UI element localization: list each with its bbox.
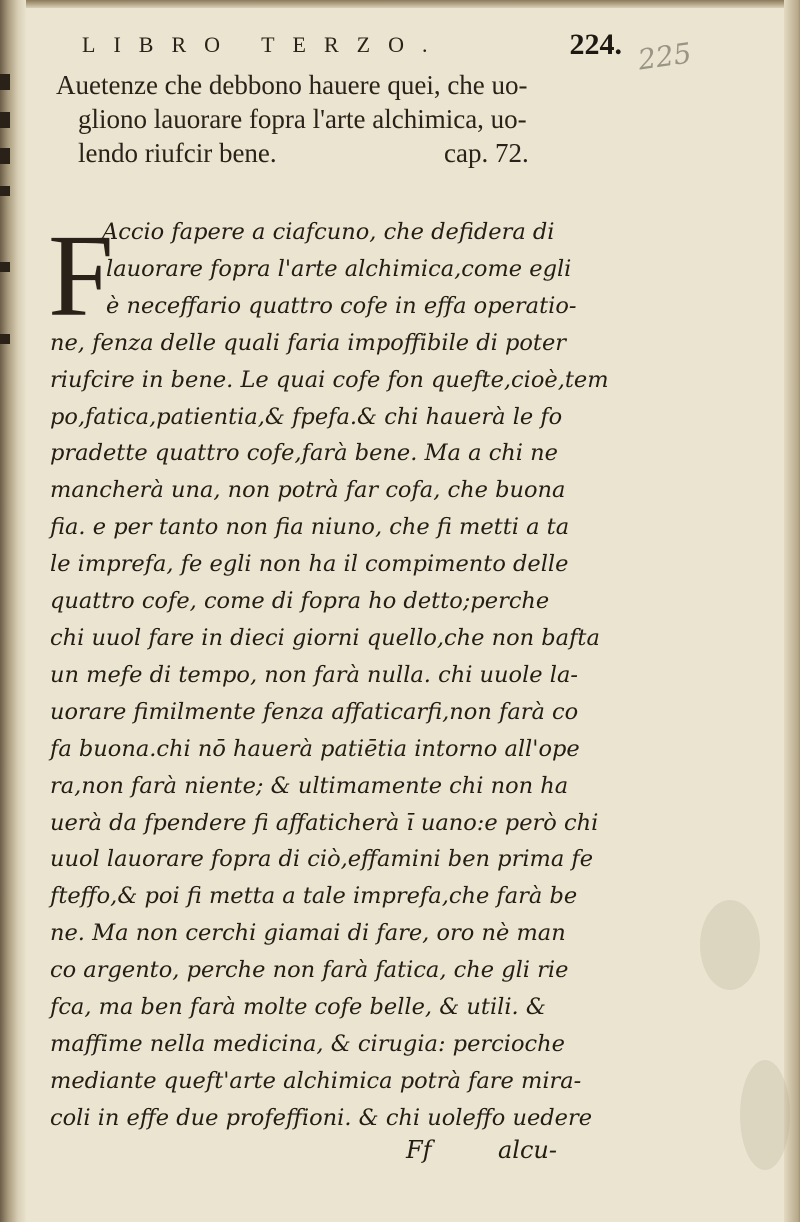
catchword: alcu- — [498, 1136, 557, 1164]
running-head — [82, 28, 622, 62]
text-line: coli in effe due profeffioni. & chi uoleffo uedere — [50, 1104, 593, 1131]
footer-line — [406, 1136, 606, 1164]
chapter-heading — [56, 68, 616, 170]
gutter-type-fragment — [0, 262, 10, 272]
heading-line: Auetenze che debbono hauere quei, che uo- — [56, 70, 528, 100]
top-page-edge — [26, 0, 800, 8]
text-line: fteffo,& poi fi metta a tale imprefa,che farà be — [50, 883, 578, 910]
text-line: mediante queft'arte alchimica potrà fare mira- — [50, 1067, 582, 1094]
chapter-number: cap. 72. — [444, 138, 529, 168]
text-line: un mefe di tempo, non farà nulla. chi uuole la- — [50, 661, 578, 688]
text-line: fia. e per tanto non fia niuno, che fi metti a ta — [50, 514, 570, 541]
binding-gutter — [0, 0, 26, 1222]
text-line: uerà da fpendere fi affaticherà ī uano:e però chi — [50, 809, 599, 836]
gutter-type-fragment — [0, 186, 10, 196]
text-line: chi uuol fare in dieci giorni quello,che non bafta — [50, 624, 600, 651]
text-line: maffime nella medicina, & cirugia: percioche — [50, 1030, 565, 1057]
text-line: uuol lauorare fopra di ciò,effamini ben prima fe — [50, 846, 594, 873]
text-line: le imprefa, fe egli non ha il compimento delle — [50, 551, 569, 578]
drop-cap: F — [48, 210, 114, 341]
body-text — [48, 210, 620, 1137]
text-line: ra,non farà niente; & ultimamente chi non ha — [50, 772, 569, 799]
running-title: LIBRO TERZO. — [82, 32, 446, 57]
text-line: co argento, perche non farà fatica, che gli rie — [50, 957, 569, 984]
gutter-type-fragment — [0, 74, 10, 90]
heading-line: lendo riufcir bene. — [78, 138, 277, 168]
text-line: Accio fapere a ciafcuno, che defidera di — [102, 219, 555, 245]
text-line: è neceffario quattro cofe in effa operatio- — [106, 292, 577, 319]
text-line: fa buona.chi nō hauerà patiētia intorno all'ope — [50, 735, 580, 762]
gutter-type-fragment — [0, 148, 10, 164]
text-line: pradette quattro cofe,farà bene. Ma a chi ne — [50, 440, 558, 467]
gutter-type-fragment — [0, 334, 10, 344]
text-line: lauorare fopra l'arte alchimica,come egli — [106, 255, 572, 282]
paper-stain — [700, 900, 760, 990]
text-line: fca, ma ben farà molte cofe belle, & utili. & — [50, 994, 546, 1021]
right-page-edge — [784, 0, 800, 1222]
text-line: quattro cofe, come di fopra ho detto;perche — [50, 588, 550, 615]
handwritten-folio: 225 — [635, 36, 694, 77]
text-line: uorare fimilmente fenza affaticarfi,non farà co — [50, 698, 579, 725]
text-line: riufcire in bene. Le quai cofe fon quefte,cioè,tem — [50, 366, 609, 393]
text-line: mancherà una, non potrà far cofa, che buona — [50, 477, 566, 504]
gutter-type-fragment — [0, 112, 10, 128]
text-line: po,fatica,patientia,& fpefa.& chi hauerà le fo — [50, 403, 563, 430]
paper-stain — [740, 1060, 790, 1170]
signature-mark: Ff — [406, 1136, 432, 1164]
heading-line: gliono lauorare fopra l'arte alchimica, uo- — [78, 104, 527, 134]
text-line: ne. Ma non cerchi giamai di fare, oro nè man — [50, 920, 566, 947]
folio-number: 224. — [569, 28, 622, 61]
text-line: ne, fenza delle quali faria impoffibile di poter — [50, 329, 567, 356]
